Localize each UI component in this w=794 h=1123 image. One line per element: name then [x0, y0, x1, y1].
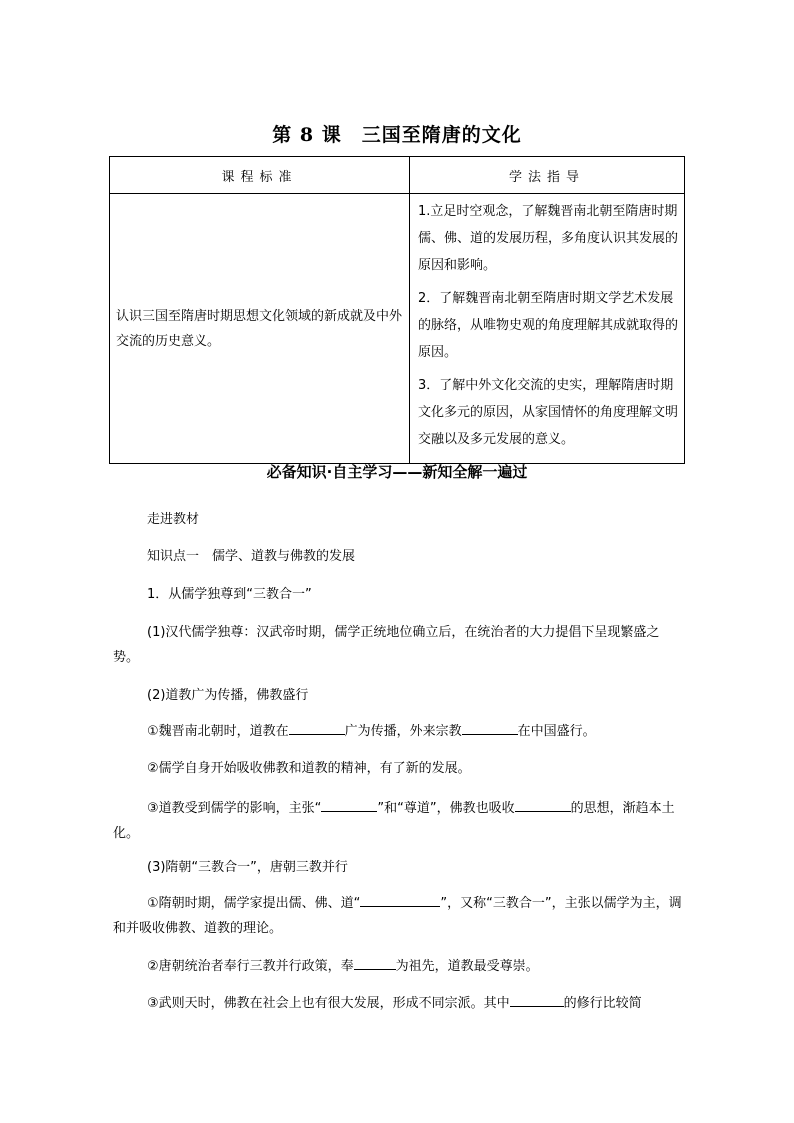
subheading-three-teachings: (3)隋朝“三教合一”，唐朝三教并行: [147, 860, 348, 875]
subheading-taoism-buddhism: (2)道教广为传播，佛教盛行: [147, 688, 309, 703]
paragraph-confucianism: ②儒学自身开始吸收佛教和道教的精神，有了新的发展。: [147, 761, 471, 776]
item-5-text-b: 的修行比较简: [563, 996, 642, 1011]
fill-in-item-3: [113, 890, 683, 941]
answer-blank[interactable]: [510, 990, 564, 1007]
item-1-text-a: ①魏晋南北朝时，道教在: [147, 724, 289, 739]
answer-blank[interactable]: [462, 718, 518, 735]
answer-blank[interactable]: [354, 953, 396, 970]
item-2-text-c: 的思想，渐趋本土化。: [113, 801, 675, 841]
knowledge-point-heading: 知识点一 儒学、道教与佛教的发展: [147, 549, 356, 564]
curriculum-table: [109, 156, 685, 464]
item-4-text-a: ②唐朝统治者奉行三教并行政策，奉: [147, 959, 354, 974]
item-4-text-b: 为祖先，道教最受尊崇。: [395, 959, 539, 974]
item-2-text-a: ③道教受到儒学的影响，主张“: [147, 801, 322, 816]
item-3-text-a: ①隋朝时期，儒学家提出儒、佛、道“: [147, 896, 361, 911]
item-2-text-b: ”和“尊道”，佛教也吸收: [377, 801, 515, 816]
answer-blank[interactable]: [515, 795, 571, 812]
header-curriculum-standard: 课程标准: [110, 157, 410, 194]
guidance-item-1: 1.立足时空观念，了解魏晋南北朝至隋唐时期儒、佛、道的发展历程，多角度认识其发展的原因和影响。: [418, 204, 679, 273]
fill-in-item-4: [113, 953, 683, 979]
study-guidance-cell: [410, 194, 685, 464]
fill-in-item-1: [113, 718, 683, 744]
answer-blank[interactable]: [289, 718, 345, 735]
answer-blank[interactable]: [360, 890, 440, 907]
fill-in-item-2: [113, 795, 683, 846]
curriculum-standard-text: 认识三国至隋唐时期思想文化领域的新成就及中外交流的历史意义。: [110, 194, 410, 464]
item-1-text-b: 广为传播，外来宗教: [344, 724, 462, 739]
item-1-text-c: 在中国盛行。: [517, 724, 596, 739]
lesson-title: 第 8 课 三国至隋唐的文化: [272, 124, 522, 146]
topic-heading: 1．从儒学独尊到“三教合一”: [147, 587, 312, 602]
subheading-textbook: 走进教材: [147, 512, 200, 527]
fill-in-item-5: [113, 990, 683, 1016]
guidance-item-2: 2．了解魏晋南北朝至隋唐时期文学艺术发展的脉络，从唯物史观的角度理解其成就取得的原因。: [418, 291, 679, 360]
table-body-row: [110, 194, 685, 464]
paragraph-han-dynasty: (1)汉代儒学独尊：汉武帝时期，儒学正统地位确立后，在统治者的大力提倡下呈现繁盛之势。: [113, 625, 660, 665]
section-title: 必备知识·自主学习——新知全解一遍过: [266, 463, 528, 481]
table-header-row: [110, 157, 685, 194]
header-study-guidance: 学法指导: [410, 157, 685, 194]
guidance-item-3: 3．了解中外文化交流的史实，理解隋唐时期文化多元的原因，从家国情怀的角度理解文明交融以及多元发展的意义。: [418, 378, 679, 447]
item-5-text-a: ③武则天时，佛教在社会上也有很大发展，形成不同宗派。其中: [147, 996, 510, 1011]
item-3-text-b: ”，又称“三教合一”，主张以儒学为主，调和并吸收佛教、道教的理论。: [113, 896, 682, 936]
answer-blank[interactable]: [321, 795, 377, 812]
